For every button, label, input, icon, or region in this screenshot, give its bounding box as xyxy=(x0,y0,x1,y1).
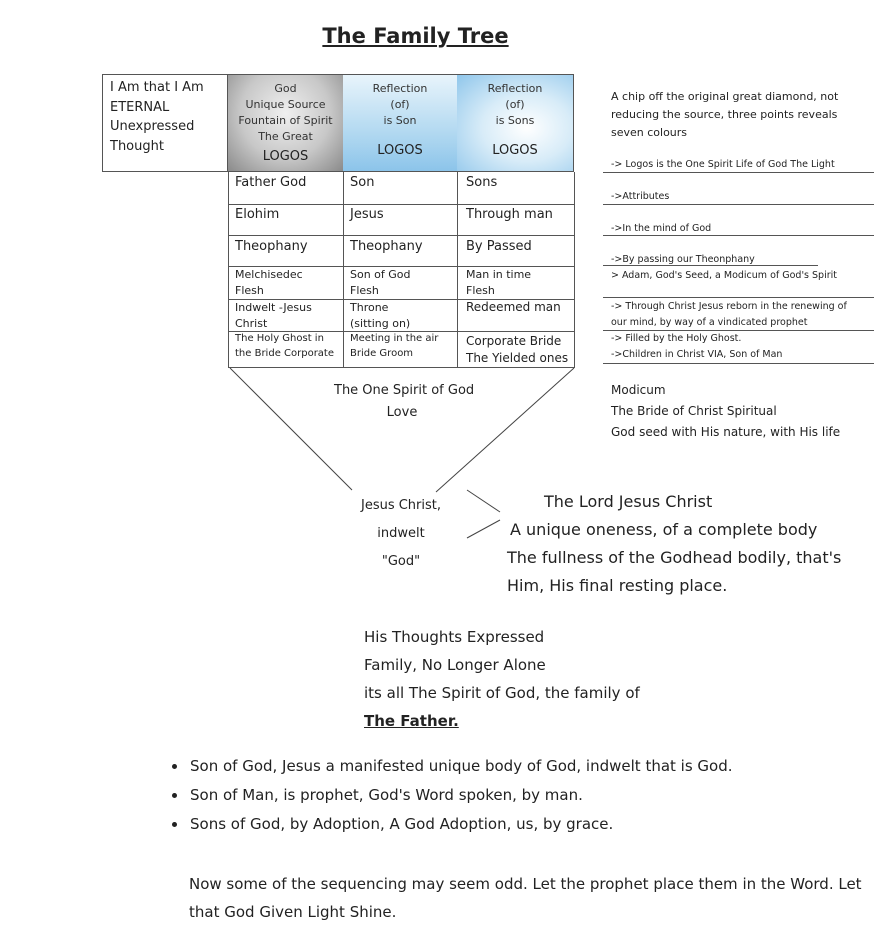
note-line: A chip off the original great diamond, not xyxy=(611,90,839,103)
closing-paragraph: Now some of the sequencing may seem odd. Let the prophet place them in the Word. Let that God Given Light Shine. xyxy=(189,875,862,921)
table-cell: Through man xyxy=(466,207,553,222)
note-theophany: ->By passing our Theonphany xyxy=(611,254,755,265)
cell-line: Bride Groom xyxy=(350,348,414,359)
table-cell: Theophany xyxy=(235,239,308,254)
note-line: seven colours xyxy=(611,126,688,139)
cell-line: Throne xyxy=(350,301,389,314)
table-cell: By Passed xyxy=(466,239,532,254)
table-cell: Jesus xyxy=(350,207,384,222)
cell-line: The Holy Ghost in xyxy=(235,333,324,344)
jesus-line: indwelt xyxy=(377,526,425,541)
cell-line: Son of God xyxy=(350,268,411,281)
the-father: The Father. xyxy=(364,712,459,730)
list-item: • Sons of God, by Adoption, A God Adoption, us, by grace. xyxy=(188,810,883,839)
modicum-line: Modicum xyxy=(611,383,666,397)
note-attributes: ->Attributes xyxy=(611,191,670,202)
table-cell: Elohim xyxy=(235,207,280,222)
note-adam: > Adam, God's Seed, a Modicum of God's Spirit xyxy=(611,270,838,281)
one-spirit xyxy=(334,380,475,424)
jesus-christ-indwelt xyxy=(352,492,450,576)
lord-line: The Lord Jesus Christ xyxy=(544,492,713,511)
cell-line: (sitting on) xyxy=(350,317,411,330)
one-spirit-line: Love xyxy=(386,405,418,420)
cell-line: Flesh xyxy=(235,284,264,297)
header-line: (of) xyxy=(505,98,525,111)
header-line: God xyxy=(274,82,297,95)
note-line: reducing the source, three points reveals xyxy=(611,108,838,121)
thoughts-line: Family, No Longer Alone xyxy=(364,656,546,674)
lord-line: A unique oneness, of a complete body xyxy=(510,520,818,539)
cell-line: Melchisedec xyxy=(235,268,303,281)
cell-line: Flesh xyxy=(350,284,379,297)
note-reborn-a: -> Through Christ Jesus reborn in the renewing of xyxy=(611,301,847,312)
modicum-line: God seed with His nature, with His life xyxy=(611,425,841,439)
note-reborn-b: our mind, by way of a vindicated prophet xyxy=(611,317,808,328)
header-line: Unique Source xyxy=(245,98,326,111)
header-line: The Great xyxy=(258,130,313,143)
cell-line: Corporate Bride xyxy=(466,334,562,348)
eternal-line: Unexpressed xyxy=(110,119,195,134)
thoughts-expressed xyxy=(364,623,640,735)
jesus-line: "God" xyxy=(381,554,421,569)
header-line: Fountain of Spirit xyxy=(238,114,333,127)
cell-line: Meeting in the air xyxy=(350,333,439,344)
modicum-line: The Bride of Christ Spiritual xyxy=(611,404,777,418)
header-line: Reflection xyxy=(487,82,543,95)
modicum-note xyxy=(611,380,840,443)
one-spirit-line: The One Spirit of God xyxy=(334,383,475,398)
bullet-list xyxy=(160,752,883,839)
cell-line: Indwelt -Jesus xyxy=(235,301,312,314)
note-filled: -> Filled by the Holy Ghost. xyxy=(611,333,742,344)
cell-line: Flesh xyxy=(466,284,495,297)
logos-label: LOGOS xyxy=(377,143,423,158)
lord-jesus-christ xyxy=(507,488,841,600)
logos-label: LOGOS xyxy=(262,149,309,164)
thoughts-line: its all The Spirit of God, the family of xyxy=(364,684,640,702)
eternal-line: ETERNAL xyxy=(110,99,170,115)
header-line: is Son xyxy=(383,114,417,127)
thoughts-line: His Thoughts Expressed xyxy=(364,628,545,646)
cell-line: the Bride Corporate xyxy=(235,348,335,359)
cell-line: Christ xyxy=(235,317,268,330)
eternal-line: I Am that I Am xyxy=(110,80,204,95)
lord-line: Him, His final resting place. xyxy=(507,576,728,595)
note-mind: ->In the mind of God xyxy=(611,223,712,234)
cell-line: The Yielded ones xyxy=(466,351,569,365)
table-cell: Theophany xyxy=(350,239,423,254)
note-logos: -> Logos is the One Spirit Life of God The Light xyxy=(611,159,835,170)
note-children: ->Children in Christ VIA, Son of Man xyxy=(611,349,783,360)
table-cell: Redeemed man xyxy=(466,300,561,314)
table-cell: Son xyxy=(350,175,375,190)
cell-line: Man in time xyxy=(466,268,532,281)
list-item: • Son of God, Jesus a manifested unique body of God, indwelt that is God. xyxy=(188,752,883,781)
header-line: is Sons xyxy=(495,114,535,127)
logos-label: LOGOS xyxy=(492,143,538,158)
header-line: (of) xyxy=(390,98,410,111)
table-cell: Father God xyxy=(235,175,307,190)
eternal-line: Thought xyxy=(110,138,164,154)
jesus-line: Jesus Christ, xyxy=(360,498,442,513)
lord-line: The fullness of the Godhead bodily, that's xyxy=(507,548,842,567)
list-item: • Son of Man, is prophet, God's Word spoken, by man. xyxy=(188,781,883,810)
header-line: Reflection xyxy=(372,82,428,95)
table-cell: Sons xyxy=(466,175,498,190)
page-title: The Family Tree xyxy=(322,24,509,48)
